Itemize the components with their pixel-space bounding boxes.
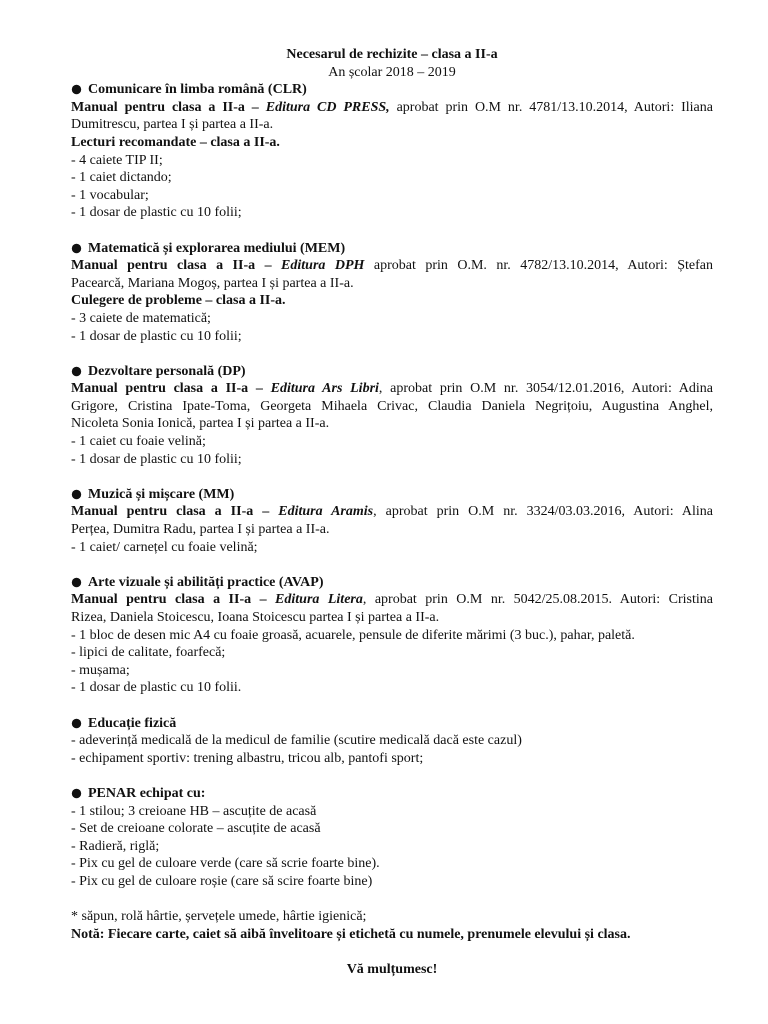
manual-line [71,503,713,521]
manual-publisher: Editura DPH [281,258,365,274]
manual-approval: aprobat prin O.M. nr. 4782/13.10.2014, Autori: Ștefan [364,258,713,274]
list-item: - 1 dosar de plastic cu 10 folii; [71,205,242,221]
section-heading-text: Dezvoltare personală (DP) [88,363,246,379]
section-heading-text: PENAR echipat cu: [88,785,206,801]
list-item: - 1 dosar de plastic cu 10 folii; [71,451,242,467]
bullet-icon [71,718,82,729]
bullet-icon [71,243,82,254]
manual-label: Manual pentru clasa a II-a – [71,504,279,520]
document-body [71,46,713,978]
section-heading-avap [71,574,713,592]
manual-approval: aprobat prin O.M nr. 4781/13.10.2014, Autori: Iliana [389,99,713,115]
sub-heading: Culegere de probleme – clasa a II-a. [71,293,286,309]
manual-approval: , aprobat prin O.M nr. 3324/03.03.2016, Autori: Alina [373,504,713,520]
list-item: - Pix cu gel de culoare verde (care să scrie foarte bine). [71,856,380,872]
manual-line: Perțea, Dumitra Radu, partea I și partea a II-a. [71,522,330,538]
manual-label: Manual pentru clasa a II-a – [71,99,266,115]
list-item: - 1 bloc de desen mic A4 cu foaie groasă, acuarele, pensule de diferite mărimi (3 buc.), pahar, paletă. [71,627,635,643]
manual-publisher: Editura CD PRESS, [265,99,390,115]
document-subtitle: An școlar 2018 – 2019 [328,64,456,80]
list-item: - adeverință medicală de la medicul de familie (scutire medicală dacă este cazul) [71,733,522,749]
bullet-icon [71,489,82,500]
manual-line [71,591,713,609]
list-item: - 1 caiet cu foaie velină; [71,434,206,450]
manual-line [71,380,713,398]
list-item: - Set de creioane colorate – ascuțite de acasă [71,821,321,837]
section-heading-text: Educație fizică [88,715,177,731]
list-item: - lipici de calitate, foarfecă; [71,645,226,661]
manual-label: Manual pentru clasa a II-a – [71,381,271,397]
section-heading-text: Comunicare în limba română (CLR) [88,82,307,98]
list-item: - 1 vocabular; [71,187,149,203]
manual-publisher: Editura Ars Libri [270,381,379,397]
manual-approval: , aprobat prin O.M nr. 5042/25.08.2015. Autori: Cristina [362,592,713,608]
list-item: - 1 caiet/ carnețel cu foaie velină; [71,539,258,555]
manual-line: Nicoleta Sonia Ionică, partea I și partea a II-a. [71,416,330,432]
list-item: - Radieră, riglă; [71,838,160,854]
section-heading-clr [71,81,713,99]
list-item: - 1 dosar de plastic cu 10 folii; [71,328,242,344]
section-heading-educatie-fizica [71,715,713,733]
manual-line: Grigore, Cristina Ipate-Toma, Georgeta Mihaela Crivac, Claudia Daniela Negrițoiu, Augustina Anghel, [71,398,713,414]
manual-approval: , aprobat prin O.M nr. 3054/12.01.2016, Autori: Adina [378,381,713,397]
list-item: - echipament sportiv: trening albastru, tricou alb, pantofi sport; [71,750,424,766]
bullet-icon [71,788,82,799]
section-heading-penar [71,785,713,803]
manual-publisher: Editura Aramis [278,504,374,520]
section-heading-mem [71,240,713,258]
sub-heading: Lecturi recomandate – clasa a II-a. [71,134,280,150]
section-heading-mm [71,486,713,504]
manual-line: Rizea, Daniela Stoicescu, Ioana Stoicescu partea I și partea a II-a. [71,610,440,625]
manual-label: Manual pentru clasa a II-a – [71,592,276,608]
section-heading-dp [71,363,713,381]
list-item: - 1 caiet dictando; [71,170,172,186]
nota: Notă: Fiecare carte, caiet să aibă învelitoare și etichetă cu numele, prenumele elevului și clasa. [71,926,631,942]
bullet-icon [71,577,82,588]
closing-text: Vă mulțumesc! [346,961,438,977]
list-item: - 1 dosar de plastic cu 10 folii. [71,680,242,696]
list-item: - mușama; [71,662,130,678]
section-heading-text: Muzică și mișcare (MM) [88,486,235,502]
manual-line [71,99,713,117]
document-title: Necesarul de rechizite – clasa a II-a [286,47,498,62]
list-item: - 3 caiete de matematică; [71,310,211,326]
manual-line: Dumitrescu, partea I și partea a II-a. [71,117,274,133]
list-item: - 1 stilou; 3 creioane HB – ascuțite de acasă [71,803,317,819]
section-heading-text: Matematică și explorarea mediului (MEM) [88,240,346,256]
list-item: - 4 caiete TIP II; [71,152,163,168]
extra-note: * săpun, rolă hârtie, șervețele umede, hârtie igienică; [71,909,367,925]
manual-label: Manual pentru clasa a II-a – [71,258,282,274]
bullet-icon [71,366,82,377]
manual-line: Pacearcă, Mariana Mogoș, partea I și partea a II-a. [71,275,354,291]
section-heading-text: Arte vizuale și abilități practice (AVAP) [88,574,324,590]
list-item: - Pix cu gel de culoare roșie (care să scire foarte bine) [71,873,373,889]
bullet-icon [71,84,82,95]
manual-line [71,257,713,275]
manual-publisher: Editura Litera [275,592,363,608]
